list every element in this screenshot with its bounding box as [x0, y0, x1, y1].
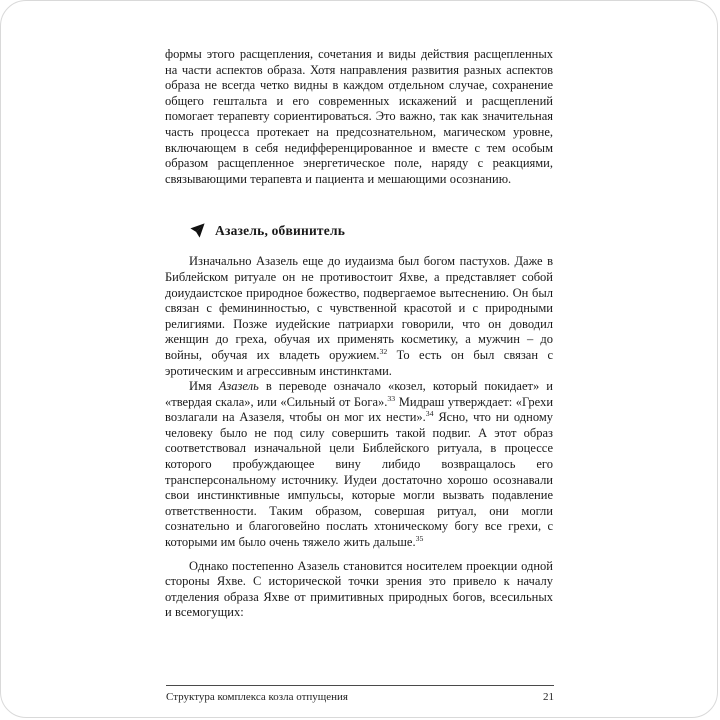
footnote-ref: 35 [415, 533, 424, 543]
page-footer [166, 685, 554, 703]
continuation-paragraph: формы этого расщепления, сочетания и виды действия расщепленных на части аспектов образа. Хотя направления развития разных аспектов образа не всегда четко видны в каждом отдельном случае, сохранение общего гештальта и его современных искажений и расщеплений помогает терапевту сориентироваться. Это важно, так как значительная часть процесса протекает на предсознательном, магическом уровне, включающем в себя недифференцированное и вместе с тем особым образом расщепленное энергетическое поле, наряду с реакциями, связывающими терапевта и пациента и мешающими осознанию. [165, 47, 553, 186]
page-content [165, 1, 553, 621]
body-paragraph-1: Изначально Азазель еще до иудаизма был богом пастухов. Даже в Библейском ритуале он не противостоит Яхве, а представляет собой доиудаистское природное божество, подвергаемое вытеснению. Он был связан с фемининностью, с чувственной красотой и с природными религиями. Позже иудейские патриархи говорили, что он доводил женщин до греха, обучая их применять косметику, а мужчин – до войны, обучая их владеть оружием.$^{32}$ То есть он был связан с эротическим и агрессивным инстинктами. [165, 254, 553, 378]
page-number: 21 [543, 691, 554, 703]
section-heading-text: Азазель, обвинитель [215, 222, 346, 238]
section-heading [189, 222, 553, 239]
footnote-ref: 33 [387, 393, 396, 403]
body-paragraphs [165, 254, 553, 621]
footnote-ref: 32 [379, 346, 388, 356]
body-paragraph-2: Имя Азазель в переводе означало «козел, который покидает» и «твердая скала», или «Сильный от Бога».$^{33}$ Мидраш утверждает: «Грехи возлагали на Азазеля, чтобы он мог их нести».$^{34}$ Ясно, что ни одному человеку было не под силу совершить такой подвиг. А этот образ соответствовал изначальной цели Библейского ритуала, в процессе которого пробуждающее вину либидо возвращалось его трансперсональному источнику. Иудеи достаточно хорошо осознавали свои инстинктивные импульсы, которые могли вызвать подавление ответственности. Таким образом, совершая ритуал, они могли сознательно и благоговейно послать хтоническому богу все грехи, с которыми им было очень тяжело жить дальше.$^{35}$ [165, 379, 554, 550]
section-marker-arrow-icon [189, 222, 206, 239]
running-title: Структура комплекса козла отпущения [166, 691, 348, 703]
body-paragraph-3: Однако постепенно Азазель становится носителем проекции одной стороны Яхве. С исторической точки зрения это привело к началу отделения образа Яхве от примитивных природных богов, всесильных и всемогущих: [165, 558, 553, 620]
footnote-ref: 34 [425, 409, 434, 419]
